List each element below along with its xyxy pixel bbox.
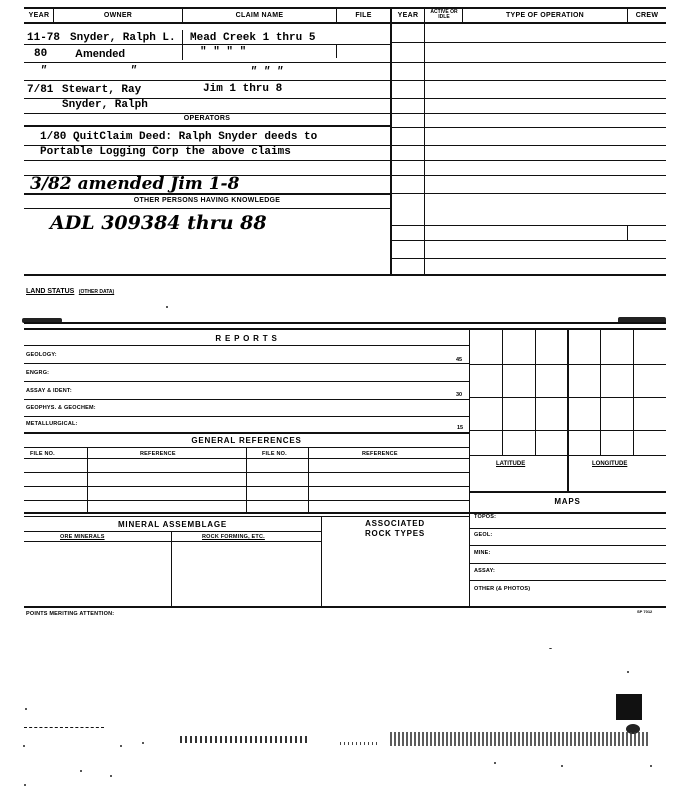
associated-label: ASSOCIATED <box>365 519 425 528</box>
report-metallurgical: METALLURGICAL: <box>26 421 78 427</box>
latitude-label: LATITUDE <box>496 461 526 467</box>
claim-row-3-year: " <box>40 65 47 77</box>
claim-row-2-year: 80 <box>34 48 48 60</box>
maps-mine: MINE: <box>474 550 491 556</box>
claim-row-4-claim: Jim 1 thru 8 <box>203 83 283 95</box>
claim-row-5-owner: Snyder, Ralph <box>62 99 148 111</box>
claim-row-3-owner: " <box>130 65 137 77</box>
header-type-of-operation: TYPE OF OPERATION <box>505 12 585 19</box>
header-owner: OWNER <box>103 12 133 19</box>
operators-handwritten-note: 3/82 amended Jim 1-8 <box>30 174 240 194</box>
reports-title: R E P O R T S <box>215 334 278 343</box>
header-active-or-idle: ACTIVE OR IDLE <box>430 9 458 20</box>
general-references-title: GENERAL REFERENCES <box>191 436 302 445</box>
black-mark <box>616 694 642 720</box>
general-refs-col-file-2: FILE NO. <box>262 451 287 457</box>
claim-row-2-claim: " " " " <box>200 46 247 58</box>
rock-forming-label: ROCK FORMING, ETC. <box>202 534 265 540</box>
mineral-assemblage-title: MINERAL ASSEMBLAGE <box>117 520 228 529</box>
report-metallurgical-num: 15 <box>457 425 464 431</box>
others-handwritten-note: ADL 309384 thru 88 <box>50 212 267 234</box>
claim-row-4-year: 7/81 <box>27 84 54 96</box>
general-refs-col-reference-2: REFERENCE <box>362 451 398 457</box>
report-geology-num: 45 <box>456 357 463 363</box>
report-assay-num: 30 <box>456 392 463 398</box>
general-refs-col-file-1: FILE NO. <box>30 451 55 457</box>
rock-types-label: ROCK TYPES <box>364 529 425 538</box>
header-year-2: YEAR <box>397 12 419 19</box>
points-meriting-attention: POINTS MERITING ATTENTION: <box>26 611 115 617</box>
report-assay: ASSAY & IDENT: <box>26 388 72 394</box>
land-status-label: LAND STATUS (OTHER DATA) <box>26 288 115 295</box>
general-refs-col-reference-1: REFERENCE <box>140 451 176 457</box>
operators-line-2: Portable Logging Corp the above claims <box>40 146 291 158</box>
maps-topos: TOPOS: <box>474 514 497 520</box>
header-claim-name: CLAIM NAME <box>235 12 284 19</box>
maps-geol: GEOL: <box>474 532 493 538</box>
maps-assay: ASSAY: <box>474 568 496 574</box>
form-code: SP 7012 <box>637 609 653 614</box>
header-year: YEAR <box>28 12 50 19</box>
claim-row-1-year: 11-78 <box>27 32 61 44</box>
longitude-label: LONGITUDE <box>592 461 628 467</box>
ore-minerals-label: ORE MINERALS <box>60 534 105 540</box>
claim-row-3-claim: " " " <box>250 66 284 78</box>
others-label: OTHER PERSONS HAVING KNOWLEDGE <box>133 197 281 204</box>
maps-other: OTHER (& PHOTOS) <box>474 586 531 592</box>
report-geology: GEOLOGY: <box>26 352 57 358</box>
maps-title: MAPS <box>554 497 581 506</box>
header-crew: CREW <box>635 12 659 19</box>
claim-row-1-claim: Mead Creek 1 thru 5 <box>190 32 316 44</box>
report-geophys: GEOPHYS. & GEOCHEM: <box>26 405 96 411</box>
claim-row-1-owner: Snyder, Ralph L. <box>70 32 176 44</box>
report-engrg: ENGRG: <box>26 370 50 376</box>
claim-row-4-owner: Stewart, Ray <box>62 84 142 96</box>
claim-row-2-owner: Amended <box>75 48 126 60</box>
operators-line-1: 1/80 QuitClaim Deed: Ralph Snyder deeds to <box>40 131 318 143</box>
header-file: FILE <box>355 12 372 19</box>
operators-label: OPERATORS <box>183 115 231 122</box>
